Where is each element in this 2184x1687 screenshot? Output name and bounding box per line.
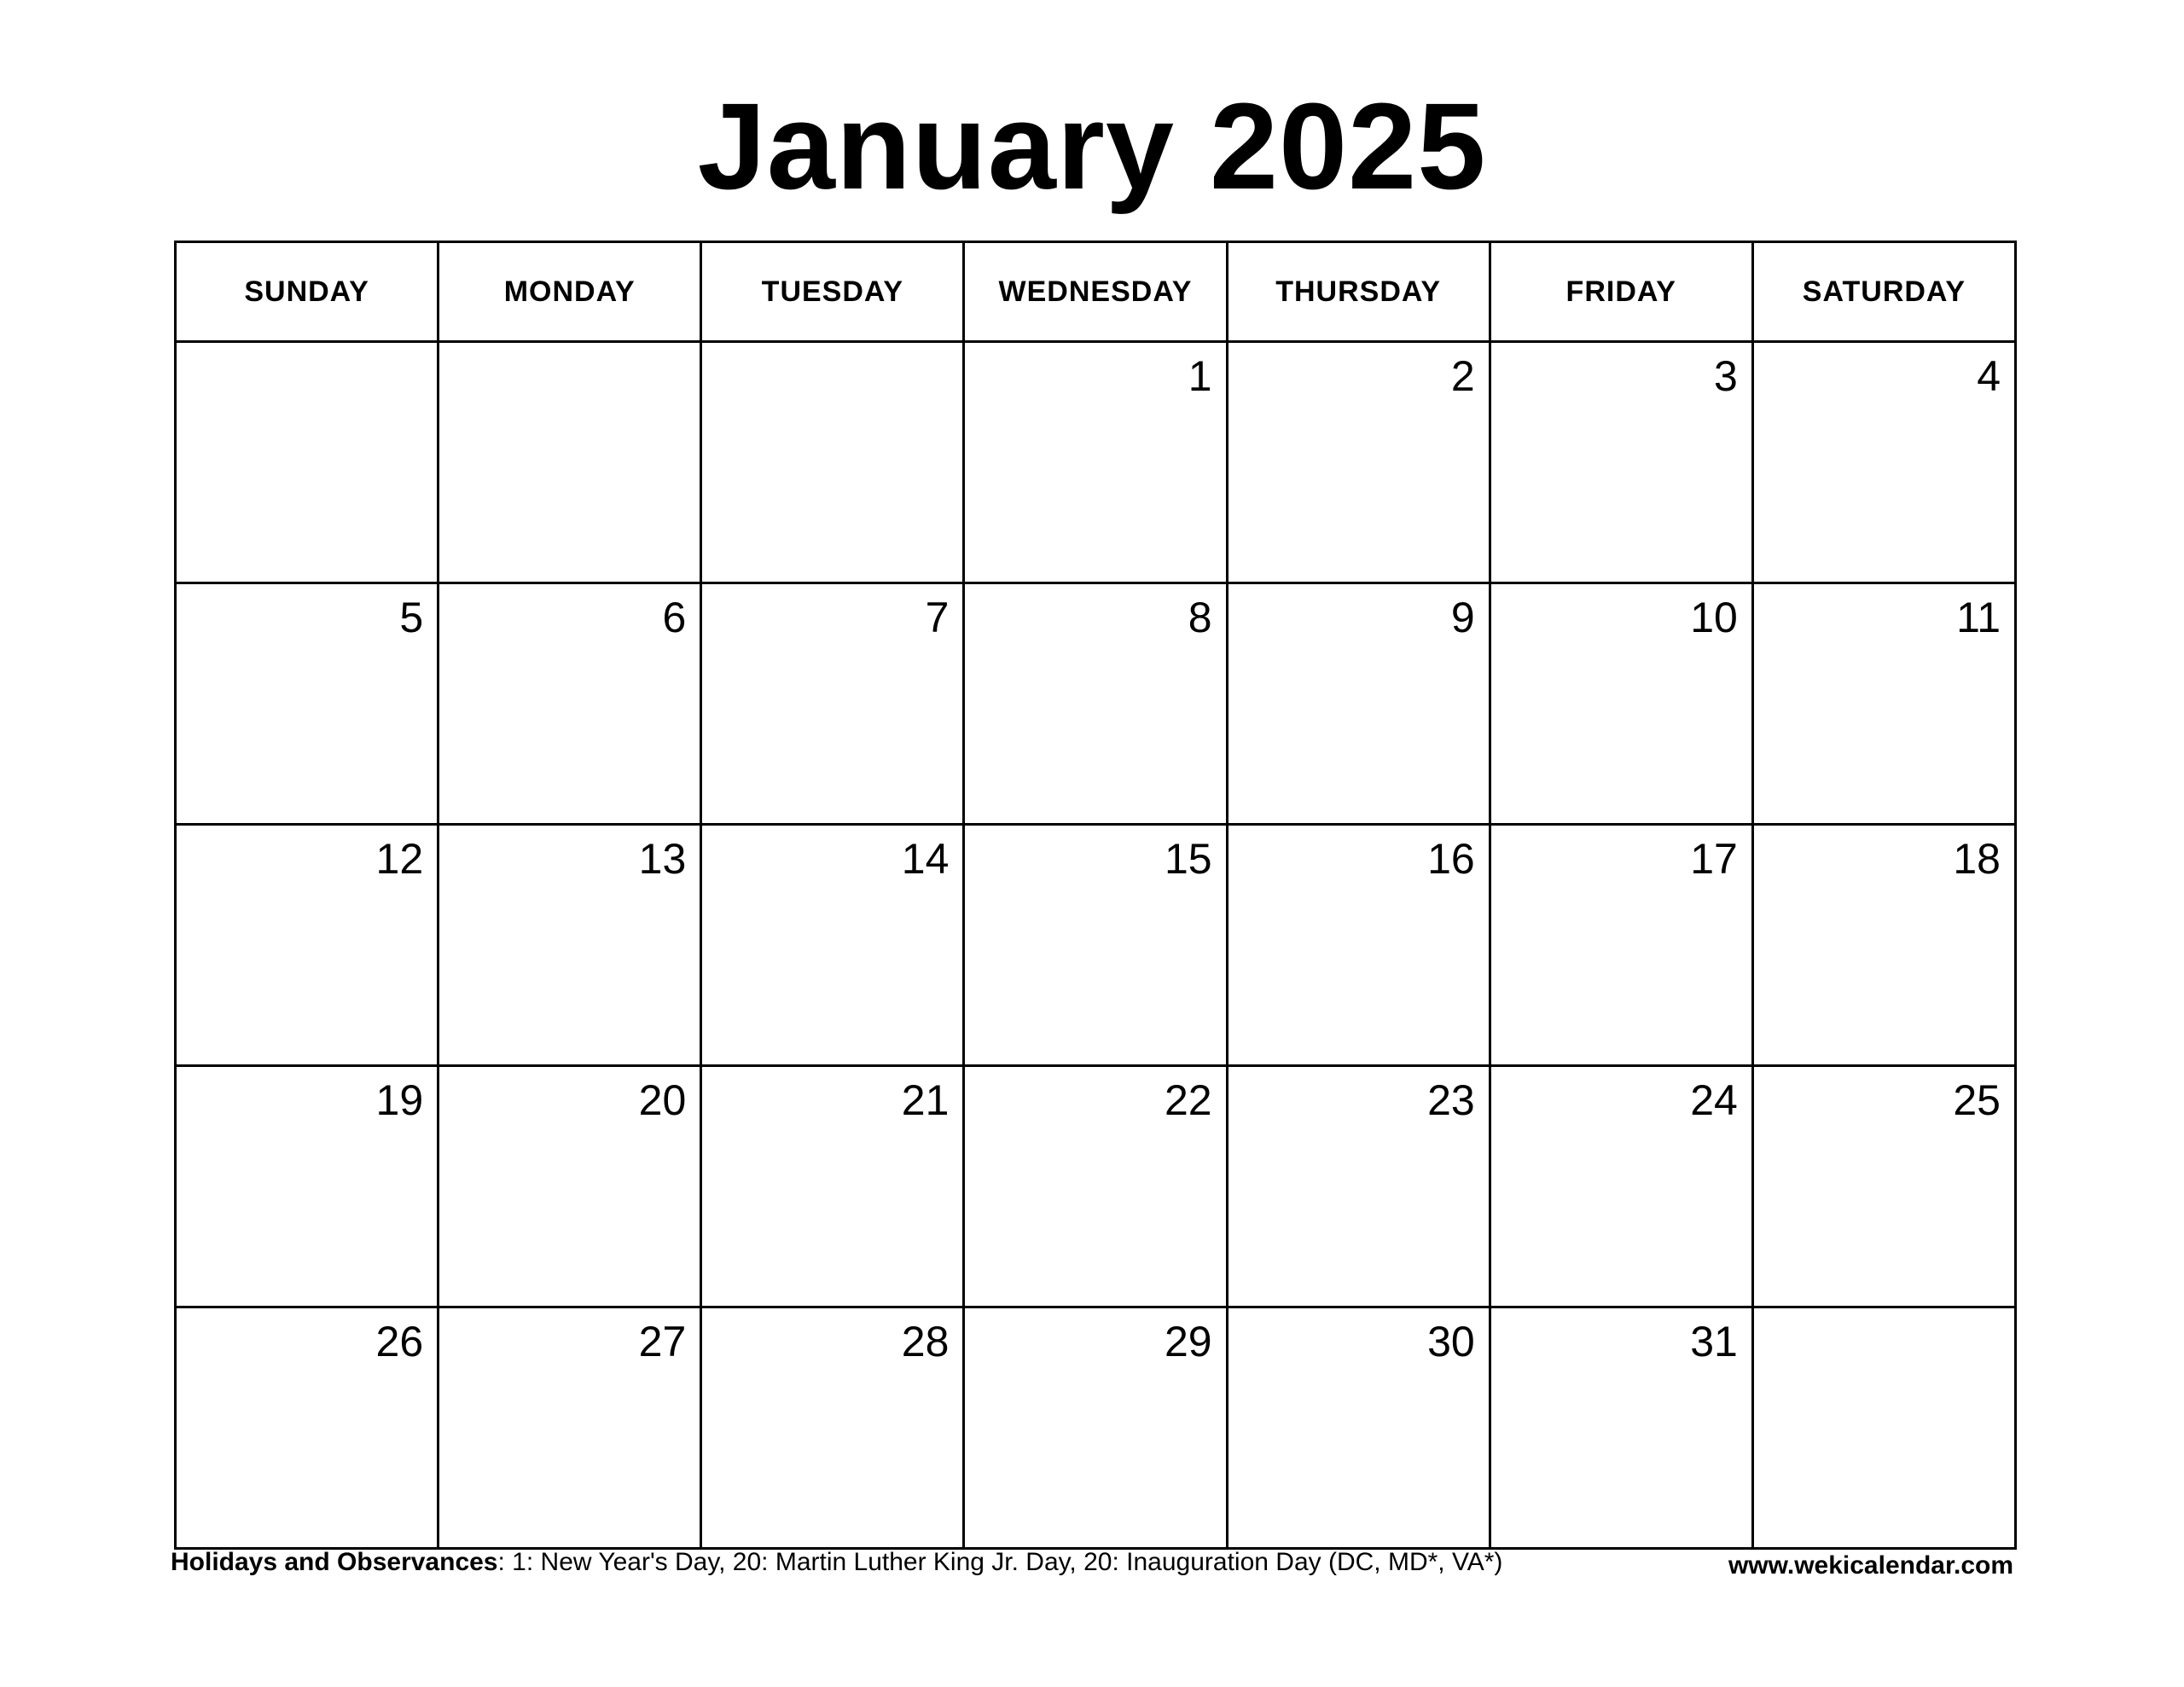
day-cell (964, 1066, 1227, 1307)
day-cell (176, 583, 439, 825)
day-number (439, 343, 700, 355)
week-row (176, 1307, 2016, 1549)
day-cell (701, 583, 964, 825)
day-number (702, 343, 962, 355)
holidays-label: Holidays and Observances (171, 1548, 498, 1576)
day-cell (964, 583, 1227, 825)
website-url: www.wekicalendar.com (1728, 1551, 2013, 1580)
day-cell (1490, 1307, 1752, 1549)
day-cell (964, 342, 1227, 583)
day-cell (1752, 825, 2015, 1066)
day-cell (439, 825, 701, 1066)
day-number: 5 (399, 594, 424, 641)
day-cell (964, 825, 1227, 1066)
day-number: 12 (375, 835, 424, 883)
weekday-header-tuesday: TUESDAY (701, 242, 964, 342)
day-cell (1752, 342, 2015, 583)
week-row (176, 342, 2016, 583)
week-row (176, 1066, 2016, 1307)
day-number: 16 (1427, 835, 1475, 883)
day-number: 31 (1690, 1318, 1738, 1365)
day-number: 19 (375, 1076, 424, 1124)
day-number: 13 (638, 835, 687, 883)
day-cell (176, 1307, 439, 1549)
holidays-text: : 1: New Year's Day, 20: Martin Luther King Jr. Day, 20: Inauguration Day (DC, MD*, VA*) (497, 1548, 1503, 1576)
day-number: 29 (1164, 1318, 1212, 1365)
day-number: 28 (901, 1318, 950, 1365)
day-cell (1490, 342, 1752, 583)
day-number: 18 (1953, 835, 2001, 883)
day-cell (1490, 825, 1752, 1066)
weekday-header-sunday: SUNDAY (176, 242, 439, 342)
day-cell (1227, 1307, 1490, 1549)
day-number: 21 (901, 1076, 950, 1124)
day-number: 3 (1714, 352, 1738, 400)
day-number: 20 (638, 1076, 687, 1124)
week-row (176, 583, 2016, 825)
weekday-header-friday: FRIDAY (1490, 242, 1752, 342)
day-number: 10 (1690, 594, 1738, 641)
day-cell (439, 1066, 701, 1307)
day-cell (439, 583, 701, 825)
day-cell (176, 1066, 439, 1307)
day-number: 7 (925, 594, 950, 641)
calendar-grid (174, 241, 2017, 1550)
weekday-header-row (176, 242, 2016, 342)
day-number: 26 (375, 1318, 424, 1365)
day-number: 11 (1956, 594, 2001, 641)
day-cell (1752, 1307, 2015, 1549)
week-row (176, 825, 2016, 1066)
day-number: 15 (1164, 835, 1212, 883)
day-number: 14 (901, 835, 950, 883)
day-number: 27 (638, 1318, 687, 1365)
day-cell (439, 342, 701, 583)
day-number: 23 (1427, 1076, 1475, 1124)
day-cell (439, 1307, 701, 1549)
day-number (177, 343, 437, 355)
day-number: 24 (1690, 1076, 1738, 1124)
day-cell (701, 1307, 964, 1549)
day-cell (701, 342, 964, 583)
weekday-header-wednesday: WEDNESDAY (964, 242, 1227, 342)
holidays-note (171, 1547, 1502, 1578)
day-number: 1 (1188, 352, 1212, 400)
day-cell (1227, 342, 1490, 583)
day-number (1754, 1308, 2014, 1320)
day-cell (176, 825, 439, 1066)
day-number: 17 (1690, 835, 1738, 883)
page-title: January 2025 (697, 78, 1487, 215)
day-cell (1227, 825, 1490, 1066)
day-cell (1752, 583, 2015, 825)
day-cell (1752, 1066, 2015, 1307)
day-number: 4 (1977, 352, 2001, 400)
weekday-header-saturday: SATURDAY (1752, 242, 2015, 342)
day-cell (701, 1066, 964, 1307)
weekday-header-monday: MONDAY (439, 242, 701, 342)
day-cell (964, 1307, 1227, 1549)
day-number: 6 (662, 594, 687, 641)
day-number: 2 (1450, 352, 1475, 400)
day-cell (176, 342, 439, 583)
day-cell (1227, 1066, 1490, 1307)
day-number: 9 (1450, 594, 1475, 641)
day-cell (701, 825, 964, 1066)
day-number: 8 (1188, 594, 1212, 641)
day-number: 22 (1164, 1076, 1212, 1124)
day-cell (1490, 583, 1752, 825)
day-cell (1227, 583, 1490, 825)
day-number: 25 (1953, 1076, 2001, 1124)
day-cell (1490, 1066, 1752, 1307)
weekday-header-thursday: THURSDAY (1227, 242, 1490, 342)
day-number: 30 (1427, 1318, 1475, 1365)
